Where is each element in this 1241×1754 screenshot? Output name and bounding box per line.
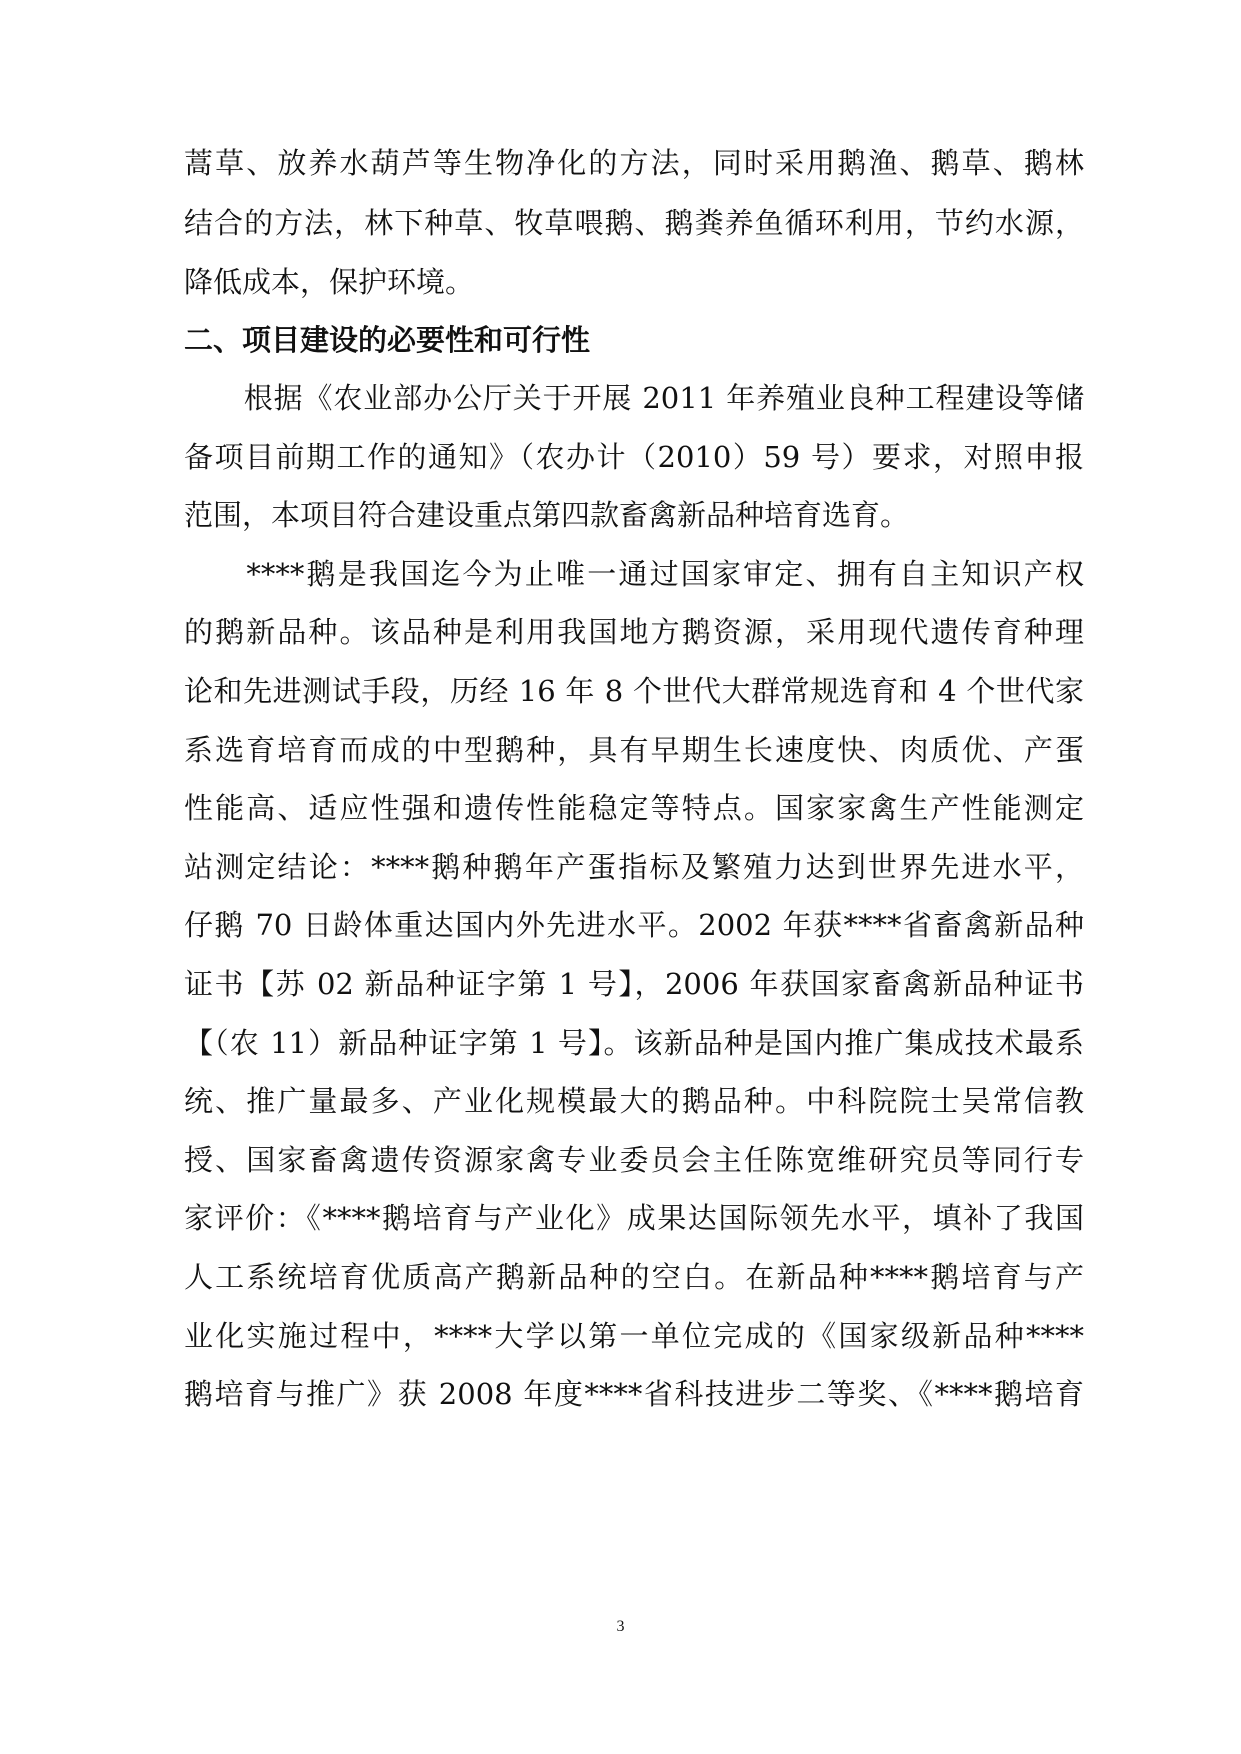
paragraph-line: 站测定结论：****鹅种鹅年产蛋指标及繁殖力达到世界先进水平， [184,850,1084,884]
paragraph-line: 性能高、适应性强和遗传性能稳定等特点。国家家禽生产性能测定 [184,791,1084,825]
paragraph-line: 统、推广量最多、产业化规模最大的鹅品种。中科院院士吴常信教 [184,1084,1084,1118]
paragraph-line: 的鹅新品种。该品种是利用我国地方鹅资源，采用现代遗传育种理 [184,615,1084,649]
paragraph-line: 仔鹅 70 日龄体重达国内外先进水平。2002 年获****省畜禽新品种 [184,908,1084,942]
paragraph-line: ****鹅是我国迄今为止唯一通过国家审定、拥有自主知识产权 [184,557,1084,591]
page-number: 3 [616,1618,625,1635]
paragraph-line: 蒿草、放养水葫芦等生物净化的方法，同时采用鹅渔、鹅草、鹅林 [184,146,1084,180]
paragraph-line: 范围，本项目符合建设重点第四款畜禽新品种培育选育。 [184,498,910,532]
paragraph-line: 系选育培育而成的中型鹅种，具有早期生长速度快、肉质优、产蛋 [184,733,1084,767]
paragraph-line: 备项目前期工作的通知》（农办计（2010）59 号）要求，对照申报 [184,440,1084,474]
paragraph-line: 证书【苏 02 新品种证字第 1 号】，2006 年获国家畜禽新品种证书 [184,967,1084,1001]
paragraph-line: 【（农 11）新品种证字第 1 号】。该新品种是国内推广集成技术最系 [184,1026,1084,1060]
paragraph-line: 授、国家畜禽遗传资源家禽专业委员会主任陈宽维研究员等同行专 [184,1143,1084,1177]
paragraph-line: 降低成本，保护环境。 [184,265,475,299]
paragraph-line: 家评价：《****鹅培育与产业化》成果达国际领先水平，填补了我国 [184,1201,1084,1235]
section-heading: 二、项目建设的必要性和可行性 [184,323,591,357]
paragraph-line: 结合的方法，林下种草、牧草喂鹅、鹅粪养鱼循环利用，节约水源， [184,206,1084,240]
paragraph-line: 鹅培育与推广》获 2008 年度****省科技进步二等奖、《****鹅培育 [184,1377,1084,1411]
paragraph-line: 根据《农业部办公厅关于开展 2011 年养殖业良种工程建设等储 [184,381,1084,415]
paragraph-line: 业化实施过程中，****大学以第一单位完成的《国家级新品种**** [184,1319,1084,1353]
paragraph-line: 论和先进测试手段，历经 16 年 8 个世代大群常规选育和 4 个世代家 [184,674,1084,708]
paragraph-line: 人工系统培育优质高产鹅新品种的空白。在新品种****鹅培育与产 [184,1260,1084,1294]
